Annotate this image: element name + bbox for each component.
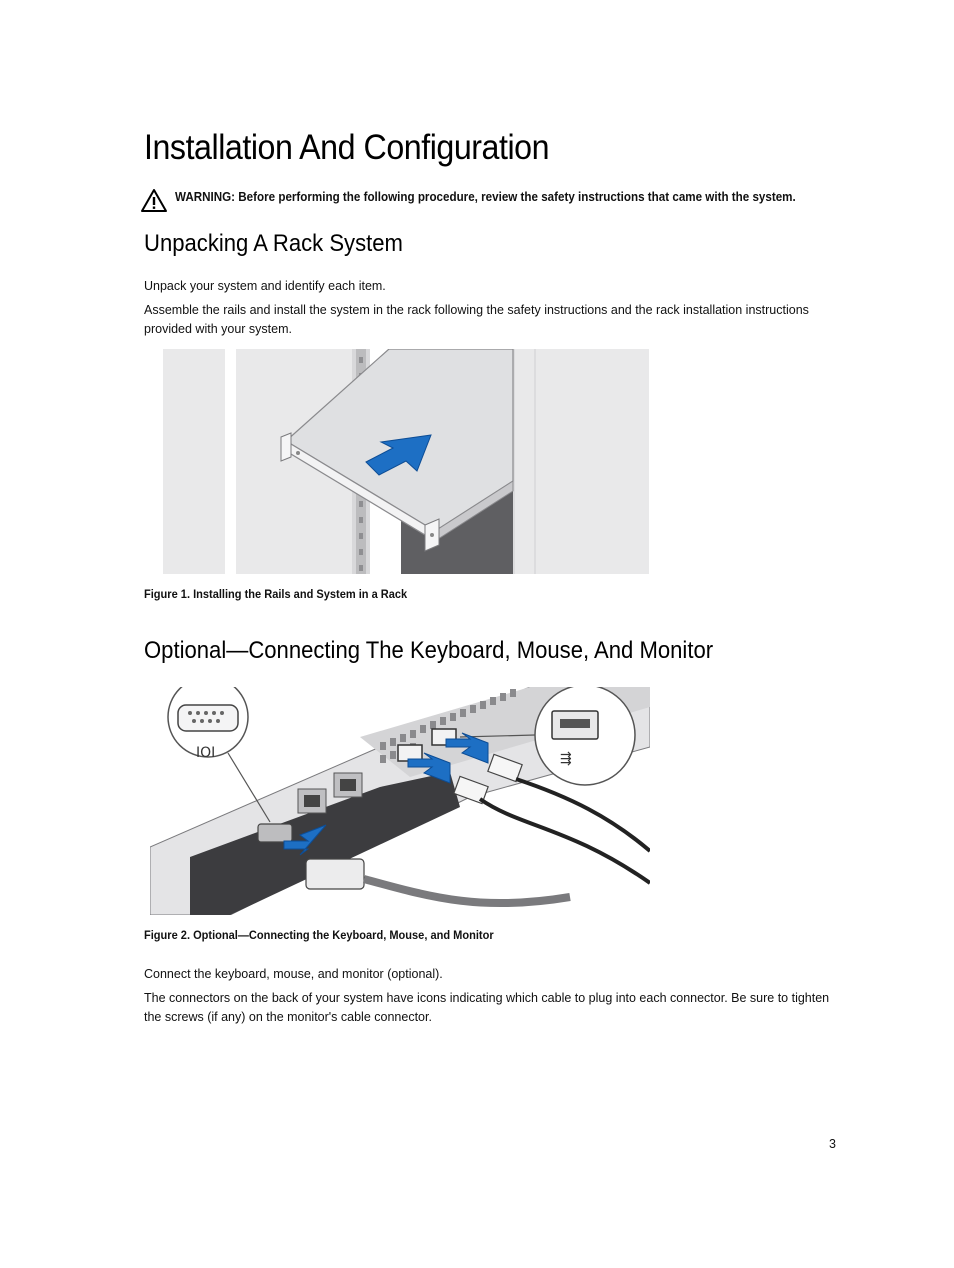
paragraph-unpack: Unpack your system and identify each item. <box>144 279 386 293</box>
page-number: 3 <box>829 1137 836 1151</box>
page-title: Installation And Configuration <box>144 128 550 167</box>
warning-triangle-icon <box>140 188 168 214</box>
figure-caption-1: Figure 1. Installing the Rails and System in a Rack <box>144 587 408 601</box>
warning-text: WARNING: Before performing the following procedure, review the safety instructions that came with the system. <box>175 190 796 204</box>
paragraph-connectors-info: The connectors on the back of your system have icons indicating which cable to plug into each connector. Be sure to tighten the screws (if any) on the monitor's cable connector. <box>144 991 830 1024</box>
paragraph-connect: Connect the keyboard, mouse, and monitor (optional). <box>144 967 443 981</box>
figure-caption-2: Figure 2. Optional—Connecting the Keyboard, Mouse, and Monitor <box>144 928 494 942</box>
section-heading-unpacking: Unpacking A Rack System <box>144 230 403 257</box>
figure-rack-install <box>163 349 649 574</box>
paragraph-assemble: Assemble the rails and install the system in the rack following the safety instructions and the rack installation instructions provided with your system. <box>144 303 809 336</box>
section-heading-connecting: Optional—Connecting The Keyboard, Mouse, And Monitor <box>144 637 714 664</box>
svg-text:IOI: IOI <box>196 745 216 761</box>
svg-text:⇶: ⇶ <box>560 751 572 767</box>
warning-notice <box>140 188 840 214</box>
figure-connect-peripherals <box>150 687 650 915</box>
